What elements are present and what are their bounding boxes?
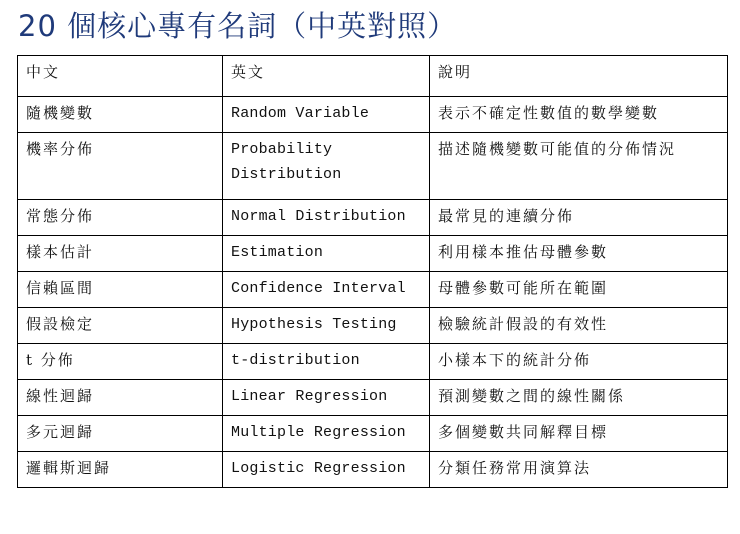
- cell-english: Random Variable: [223, 97, 430, 133]
- cell-chinese: 信賴區間: [18, 272, 223, 308]
- cell-english: Hypothesis Testing: [223, 308, 430, 344]
- table-row: [18, 452, 728, 488]
- cell-chinese: t 分佈: [18, 344, 223, 380]
- terms-table: [17, 55, 728, 488]
- cell-english: Probability Distribution: [223, 133, 430, 200]
- cell-chinese: 多元迴歸: [18, 416, 223, 452]
- cell-description: 利用樣本推估母體參數: [430, 236, 728, 272]
- page-title: 20 個核心專有名詞（中英對照）: [18, 9, 458, 43]
- cell-chinese: 樣本估計: [18, 236, 223, 272]
- table-row: [18, 380, 728, 416]
- cell-chinese: 邏輯斯迴歸: [18, 452, 223, 488]
- cell-description: 表示不確定性數值的數學變數: [430, 97, 728, 133]
- cell-english: Confidence Interval: [223, 272, 430, 308]
- table-row: [18, 133, 728, 200]
- cell-description: 分類任務常用演算法: [430, 452, 728, 488]
- cell-english: Linear Regression: [223, 380, 430, 416]
- table-header-row: [18, 56, 728, 97]
- table-row: [18, 272, 728, 308]
- cell-english: Normal Distribution: [223, 200, 430, 236]
- cell-english: Multiple Regression: [223, 416, 430, 452]
- cell-chinese: 假設檢定: [18, 308, 223, 344]
- header-description: 說明: [430, 56, 728, 97]
- cell-description: 檢驗統計假設的有效性: [430, 308, 728, 344]
- cell-english: Estimation: [223, 236, 430, 272]
- header-english: 英文: [223, 56, 430, 97]
- cell-chinese: 機率分佈: [18, 133, 223, 200]
- cell-description: 描述隨機變數可能值的分佈情況: [430, 133, 728, 200]
- cell-chinese: 線性迴歸: [18, 380, 223, 416]
- cell-description: 小樣本下的統計分佈: [430, 344, 728, 380]
- cell-description: 預測變數之間的線性關係: [430, 380, 728, 416]
- cell-chinese: 常態分佈: [18, 200, 223, 236]
- table-row: [18, 344, 728, 380]
- cell-description: 母體參數可能所在範圍: [430, 272, 728, 308]
- table-row: [18, 200, 728, 236]
- cell-chinese: 隨機變數: [18, 97, 223, 133]
- cell-english: Logistic Regression: [223, 452, 430, 488]
- table-row: [18, 308, 728, 344]
- table-row: [18, 416, 728, 452]
- cell-description: 最常見的連續分佈: [430, 200, 728, 236]
- table-row: [18, 97, 728, 133]
- header-chinese: 中文: [18, 56, 223, 97]
- cell-english: t-distribution: [223, 344, 430, 380]
- table-row: [18, 236, 728, 272]
- cell-description: 多個變數共同解釋目標: [430, 416, 728, 452]
